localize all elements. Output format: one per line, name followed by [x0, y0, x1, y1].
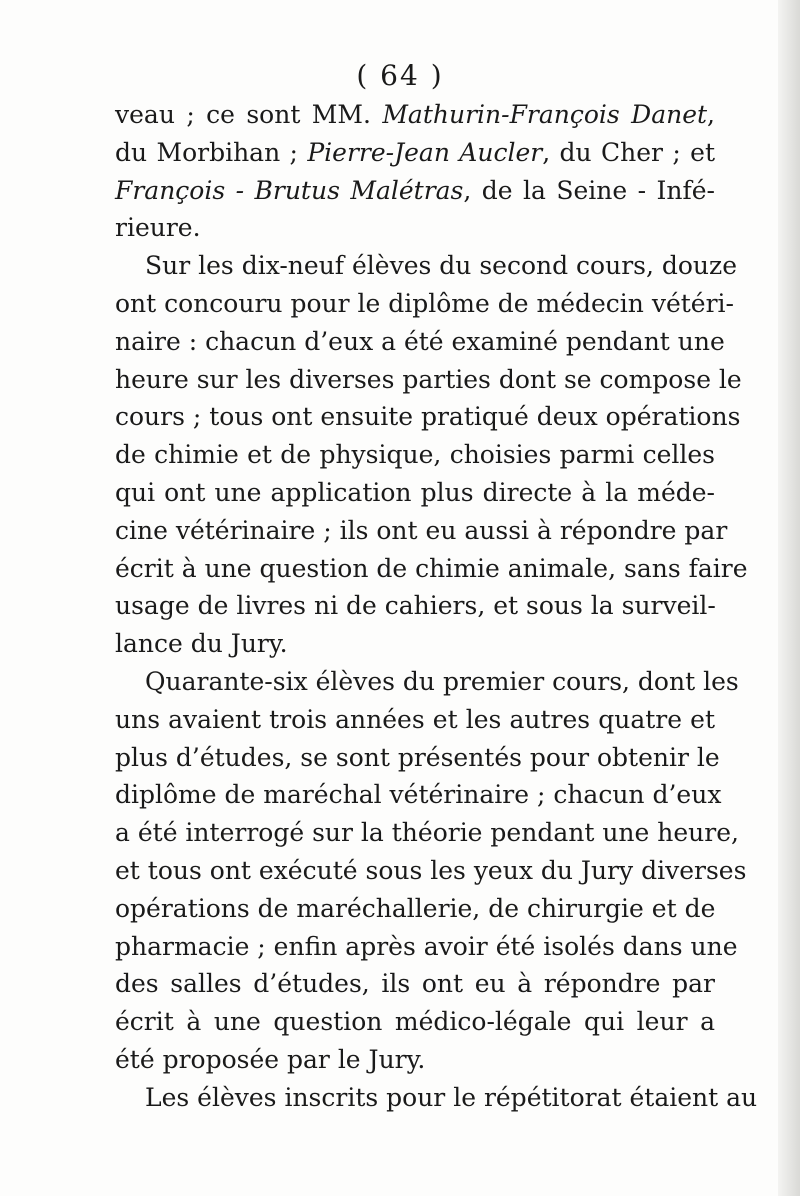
text-run: écrit à une question médico-légale qui leur a [115, 1007, 715, 1037]
text-run: ont concouru pour le diplôme de médecin vétéri- [115, 288, 734, 318]
text-line [115, 134, 715, 172]
text-run: Quarante-six élèves du premier cours, dont les [145, 666, 739, 696]
text-line [115, 701, 715, 739]
text-line [115, 209, 715, 247]
text-run: , [707, 100, 715, 129]
text-line [115, 512, 728, 550]
text-run: et tous ont exécuté sous les yeux du Jury diverses [115, 855, 747, 885]
text-run: veau ; ce sont MM. [115, 100, 383, 129]
text-line [115, 436, 715, 474]
text-run: écrit à une question de chimie animale, sans faire [115, 553, 748, 583]
text-run: lance du Jury. [115, 629, 288, 659]
text-line [115, 776, 722, 814]
text-line [115, 1003, 715, 1041]
body-text [115, 96, 758, 1117]
text-line [115, 398, 741, 436]
page-number: ( 64 ) [356, 59, 444, 92]
text-run: des salles d’études, ils ont eu à répondre par [115, 969, 715, 999]
text-line [115, 323, 725, 361]
text-line [115, 96, 715, 134]
text-line [115, 587, 715, 625]
text-run: , de la Seine - Infé- [463, 175, 715, 205]
italic-name: Pierre-Jean Aucler [307, 137, 543, 167]
text-line [115, 663, 739, 701]
text-line [115, 890, 715, 928]
text-line [115, 928, 738, 966]
text-run: qui ont une application plus directe à la méde- [115, 477, 715, 507]
italic-name: Mathurin-François Danet [382, 100, 708, 129]
text-line [115, 1079, 758, 1117]
text-run: cine vétérinaire ; ils ont eu aussi à répondre par [115, 515, 728, 545]
text-run: été proposée par le Jury. [115, 1044, 426, 1074]
text-run: usage de livres ni de cahiers, et sous la surveil- [115, 591, 716, 621]
text-run: uns avaient trois années et les autres quatre et [115, 704, 715, 734]
text-line [115, 474, 715, 512]
text-run: Sur les dix-neuf élèves du second cours, douze [145, 251, 738, 281]
text-run: du Morbihan ; [115, 137, 308, 167]
italic-name: François - Brutus Malétras [115, 175, 464, 205]
text-run: , du Cher ; et [542, 137, 715, 167]
text-line [115, 247, 738, 285]
text-line [115, 625, 715, 663]
text-run: naire : chacun d’eux a été examiné pendant une [115, 326, 725, 356]
text-line [115, 172, 715, 210]
text-line [115, 852, 747, 890]
text-run: pharmacie ; enfin après avoir été isolés dans une [115, 931, 738, 961]
text-line [115, 1041, 715, 1079]
text-line [115, 814, 739, 852]
text-run: opérations de maréchallerie, de chirurgie et de [115, 893, 716, 923]
text-line [115, 361, 742, 399]
text-run: rieure. [115, 213, 201, 243]
page-edge-shadow [778, 0, 800, 1196]
text-run: diplôme de maréchal vétérinaire ; chacun d’eux [115, 780, 722, 810]
text-line [115, 965, 715, 1003]
text-run: Les élèves inscrits pour le répétitorat étaient au [145, 1082, 758, 1112]
text-line [115, 739, 720, 777]
text-line [115, 285, 734, 323]
text-run: plus d’études, se sont présentés pour obtenir le [115, 742, 720, 772]
text-run: a été interrogé sur la théorie pendant une heure, [115, 818, 739, 848]
text-run: heure sur les diverses parties dont se compose le [115, 364, 742, 394]
text-run: cours ; tous ont ensuite pratiqué deux opérations [115, 402, 741, 432]
text-run: de chimie et de physique, choisies parmi celles [115, 440, 715, 470]
text-line [115, 550, 748, 588]
